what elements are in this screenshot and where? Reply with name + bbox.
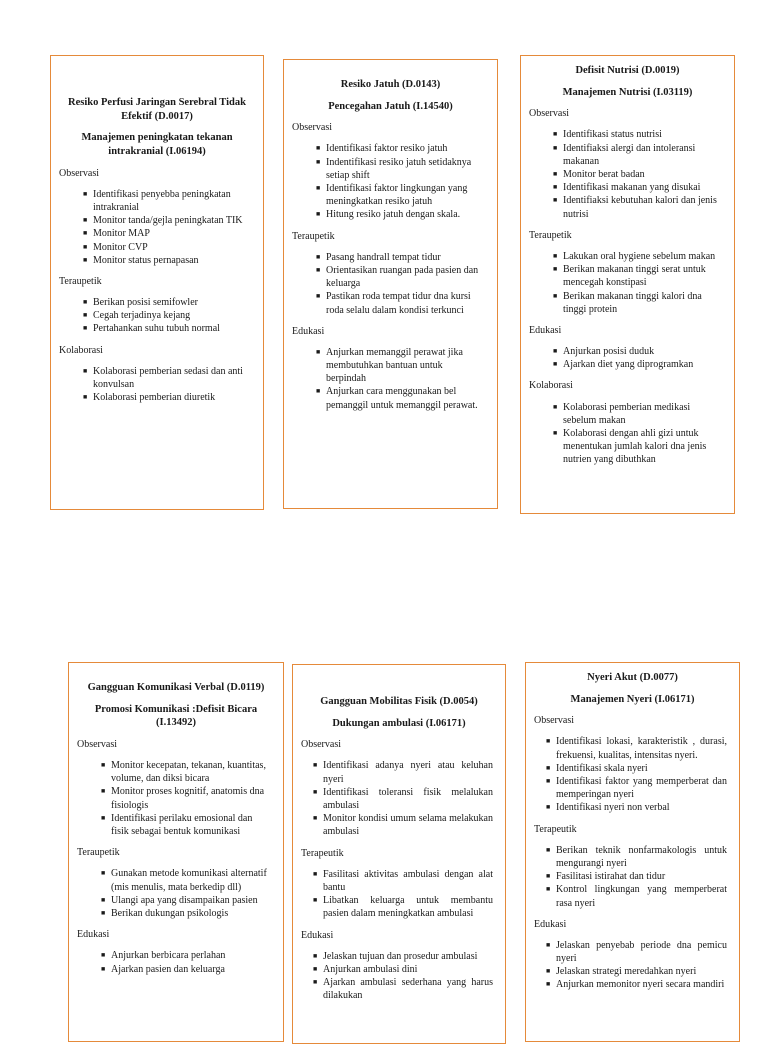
section-heading: Observasi [77, 738, 117, 750]
bullet-icon: ■ [313, 787, 318, 796]
list-item: ■ Monitor berat badan [553, 169, 645, 181]
item-list [101, 949, 269, 975]
bullet-icon: ■ [313, 814, 318, 823]
section-heading: Observasi [292, 122, 332, 134]
list-item: ■ Fasilitasi istirahat dan tidur [546, 871, 666, 883]
item-list [316, 142, 483, 221]
bullet-icon: ■ [83, 324, 88, 333]
list-item: ■ Anjurkan posisi duduk [553, 346, 655, 358]
list-item: ■ Identifikasi penyebba peningkatan intrakranial [83, 188, 231, 213]
bullet-icon: ■ [316, 265, 321, 274]
bullet-icon: ■ [546, 980, 551, 989]
section-heading: Edukasi [292, 325, 325, 337]
section-heading: Terapeutik [534, 823, 577, 835]
list-item: ■ Identifikasi faktor yang memperberat dan memperingan nyeri [546, 776, 727, 801]
item-list [553, 345, 720, 371]
item-list [316, 251, 483, 317]
bullet-icon: ■ [313, 869, 318, 878]
section-heading: Teraupetik [529, 229, 572, 241]
list-item: ■ Monitor kecepatan, tekanan, kuantitas, volume, dan diksi bicara [101, 760, 266, 785]
bullet-icon: ■ [546, 763, 551, 772]
bullet-icon: ■ [83, 229, 88, 238]
bullet-icon: ■ [313, 896, 318, 905]
list-item: ■ Kolaborasi pemberian medikasi sebelum makan [553, 401, 691, 426]
card-perfusi-serebral [50, 55, 264, 510]
list-item: ■ Anjurkan memonitor nyeri secara mandiri [546, 979, 725, 991]
list-item: ■ Identifiaksi kebutuhan kalori dan jenis nutrisi [553, 195, 717, 220]
bullet-icon: ■ [101, 951, 106, 960]
bullet-icon: ■ [101, 895, 106, 904]
bullet-icon: ■ [313, 964, 318, 973]
bullet-icon: ■ [83, 366, 88, 375]
list-item: ■ Monitor MAP [83, 228, 150, 240]
bullet-icon: ■ [83, 242, 88, 251]
list-item: ■ Kolaborasi pemberian diuretik [83, 392, 216, 404]
bullet-icon: ■ [546, 803, 551, 812]
list-item: ■ Indentifikasi resiko jatuh setidaknya setiap shift [316, 156, 472, 181]
list-item: ■ Anjurkan ambulasi dini [313, 963, 418, 975]
bullet-icon: ■ [553, 291, 558, 300]
section-heading: Kolaborasi [529, 380, 573, 392]
list-item: ■ Identifikasi faktor lingkungan yang meningkatkan resiko jatuh [316, 183, 468, 208]
bullet-icon: ■ [101, 869, 106, 878]
list-item: ■ Identifikasi lokasi, karakteristik , durasi, frekuensi, kualitas, intensitas nyeri. [546, 736, 727, 761]
list-item: ■ Jelaskan strategi meredahkan nyeri [546, 966, 697, 978]
bullet-icon: ■ [553, 196, 558, 205]
section-heading: Observasi [534, 715, 574, 727]
card-komunikasi-verbal [68, 662, 284, 1042]
list-item: ■ Jelaskan penyebab periode dna pemicu nyeri [546, 939, 727, 965]
item-list [101, 867, 269, 920]
item-list [83, 188, 249, 267]
item-list [313, 759, 493, 838]
list-item: ■ Pastikan roda tempat tidur dna kursi roda selalu dalam kondisi terkunci [316, 291, 471, 316]
bullet-icon: ■ [101, 787, 106, 796]
item-list [83, 365, 249, 405]
bullet-icon: ■ [316, 157, 321, 166]
list-item: ■ Identifikasi toleransi fisik melalukan ambulasi [313, 786, 493, 812]
section-heading: Edukasi [301, 929, 334, 941]
bullet-icon: ■ [101, 908, 106, 917]
bullet-icon: ■ [313, 978, 318, 987]
list-item: ■ Kolaborasi dengan ahli gizi untuk menentukan jumlah kalori dna jenis nutrien yang dibuthkan [553, 428, 707, 466]
card-title: Gangguan Mobilitas Fisik (D.0054) [320, 696, 478, 707]
bullet-icon: ■ [316, 144, 321, 153]
bullet-icon: ■ [553, 251, 558, 260]
list-item: ■ Orientasikan ruangan pada pasien dan keluarga [316, 264, 479, 290]
section-heading: Observasi [59, 167, 99, 179]
card-title: Gangguan Komunikasi Verbal (D.0119) [87, 682, 265, 693]
item-list [553, 401, 720, 467]
bullet-icon: ■ [553, 183, 558, 192]
section-heading: Observasi [301, 739, 341, 751]
list-item: ■ Identifikasi perilaku emosional dan fisik sebagai bentuk komunikasi [101, 812, 253, 838]
bullet-icon: ■ [553, 360, 558, 369]
bullet-icon: ■ [316, 210, 321, 219]
bullet-icon: ■ [316, 184, 321, 193]
list-item: ■ Berikan posisi semifowler [83, 297, 198, 309]
card-title: Resiko Jatuh (D.0143) [340, 79, 441, 90]
section-heading: Edukasi [534, 918, 567, 930]
item-list [316, 346, 483, 412]
card-subtitle: Promosi Komunikasi :Defisit Bicara (I.13492) [94, 703, 258, 729]
list-item: ■ Berikan makanan tinggi serat untuk mencegah konstipasi [553, 264, 706, 289]
card-subtitle: Manajemen Nutrisi (I.03119) [562, 86, 693, 98]
list-item: ■ Libatkan keluarga untuk membantu pasien dalam meningkatkan ambulasi [313, 895, 493, 920]
list-item: ■ Identifikasi makanan yang disukai [553, 182, 701, 194]
item-list [546, 939, 727, 992]
bullet-icon: ■ [553, 429, 558, 438]
list-item: ■ Ajarkan pasien dan keluarga [101, 963, 225, 975]
bullet-icon: ■ [553, 265, 558, 274]
list-item: ■ Identifikasi skala nyeri [546, 762, 648, 774]
item-list [546, 844, 727, 910]
bullet-icon: ■ [546, 872, 551, 881]
list-item: ■ Lakukan oral hygiene sebelum makan [553, 250, 716, 262]
bullet-icon: ■ [313, 951, 318, 960]
section-heading: Teraupetik [292, 230, 335, 242]
card-subtitle: Pencegahan Jatuh (I.14540) [328, 100, 453, 112]
bullet-icon: ■ [316, 252, 321, 261]
list-item: ■ Anjurkan cara menggunakan bel pemanggil untuk memanggil perawat. [316, 386, 478, 411]
bullet-icon: ■ [83, 393, 88, 402]
bullet-icon: ■ [553, 347, 558, 356]
bullet-icon: ■ [553, 130, 558, 139]
bullet-icon: ■ [101, 964, 106, 973]
list-item: ■ Identifikasi nyeri non verbal [546, 802, 670, 814]
bullet-icon: ■ [83, 189, 88, 198]
list-item: ■ Identifikasi adanya nyeri atau keluhan nyeri [313, 760, 493, 785]
section-heading: Edukasi [77, 929, 110, 941]
list-item: ■ Anjurkan berbicara perlahan [101, 950, 226, 962]
bullet-icon: ■ [83, 298, 88, 307]
list-item: ■ Identifikasi faktor resiko jatuh [316, 143, 448, 155]
list-item: ■ Monitor kondisi umum selama melakukan ambulasi [313, 813, 493, 838]
section-heading: Kolaborasi [59, 344, 103, 356]
item-list [101, 759, 269, 838]
card-title: Resiko Perfusi Jaringan Serebral Tidak Efektif (D.0017) [68, 97, 246, 122]
bullet-icon: ■ [546, 885, 551, 894]
list-item: ■ Monitor CVP [83, 241, 148, 253]
list-item: ■ Pertahankan suhu tubuh normal [83, 323, 220, 335]
list-item: ■ Monitor proses kognitif, anatomis dna fisiologis [101, 786, 265, 811]
bullet-icon: ■ [546, 940, 551, 949]
item-list [553, 250, 720, 316]
item-list [83, 296, 249, 336]
card-title: Defisit Nutrisi (D.0019) [575, 65, 680, 76]
card-title: Nyeri Akut (D.0077) [587, 672, 678, 683]
list-item: ■ Gunakan metode komunikasi alternatif (mis menulis, mata berkedip dll) [101, 868, 267, 893]
bullet-icon: ■ [316, 347, 321, 356]
card-nyeri-akut [525, 662, 740, 1042]
card-mobilitas-fisik [292, 664, 506, 1044]
list-item: ■ Ajarkan ambulasi sederhana yang harus dilakukan [313, 977, 493, 1002]
section-heading: Observasi [529, 108, 569, 120]
section-heading: Edukasi [529, 324, 562, 336]
section-heading: Terapeutik [301, 847, 344, 859]
list-item: ■ Monitor tanda/gejla peningkatan TIK [83, 215, 243, 227]
list-item: ■ Berikan teknik nonfarmakologis untuk mengurangi nyeri [546, 844, 727, 869]
list-item: ■ Berikan dukungan psikologis [101, 907, 229, 919]
list-item: ■ Identifikasi status nutrisi [553, 129, 662, 141]
bullet-icon: ■ [313, 761, 318, 770]
card-subtitle: Dukungan ambulasi (I.06171) [332, 717, 466, 729]
card-subtitle: Manajemen peningkatan tekanan intrakranial (I.06194) [81, 132, 233, 157]
bullet-icon: ■ [546, 845, 551, 854]
section-heading: Teraupetik [77, 847, 120, 859]
list-item: ■ Anjurkan memanggil perawat jika membutuhkan bantuan untuk berpindah [316, 346, 463, 385]
bullet-icon: ■ [316, 292, 321, 301]
bullet-icon: ■ [546, 777, 551, 786]
list-item: ■ Cegah terjadinya kejang [83, 310, 191, 322]
bullet-icon: ■ [83, 255, 88, 264]
bullet-icon: ■ [553, 170, 558, 179]
card-subtitle: Manajemen Nyeri (I.06171) [570, 693, 695, 705]
bullet-icon: ■ [553, 402, 558, 411]
section-heading: Teraupetik [59, 275, 102, 287]
list-item: ■ Kolaborasi pemberian sedasi dan anti konvulsan [83, 365, 243, 390]
list-item: ■ Hitung resiko jatuh dengan skala. [316, 209, 461, 221]
bullet-icon: ■ [101, 761, 106, 770]
bullet-icon: ■ [553, 143, 558, 152]
bullet-icon: ■ [316, 387, 321, 396]
bullet-icon: ■ [83, 216, 88, 225]
list-item: ■ Identifiaksi alergi dan intoleransi makanan [553, 142, 696, 167]
item-list [313, 950, 493, 1003]
list-item: ■ Ulangi apa yang disampaikan pasien [101, 894, 258, 906]
card-resiko-jatuh [283, 59, 498, 509]
bullet-icon: ■ [101, 813, 106, 822]
list-item: ■ Kontrol lingkungan yang memperberat rasa nyeri [546, 884, 727, 909]
list-item: ■ Ajarkan diet yang diprogramkan [553, 359, 694, 371]
list-item: ■ Pasang handrall tempat tidur [316, 251, 441, 263]
card-defisit-nutrisi [520, 55, 735, 514]
bullet-icon: ■ [546, 967, 551, 976]
list-item: ■ Fasilitasi aktivitas ambulasi dengan alat bantu [313, 868, 493, 893]
bullet-icon: ■ [83, 311, 88, 320]
list-item: ■ Jelaskan tujuan dan prosedur ambulasi [313, 950, 478, 962]
item-list [546, 735, 727, 814]
item-list [313, 868, 493, 921]
bullet-icon: ■ [546, 737, 551, 746]
list-item: ■ Monitor status pernapasan [83, 254, 199, 266]
list-item: ■ Berikan makanan tinggi kalori dna tinggi protein [553, 290, 702, 315]
item-list [553, 128, 720, 220]
